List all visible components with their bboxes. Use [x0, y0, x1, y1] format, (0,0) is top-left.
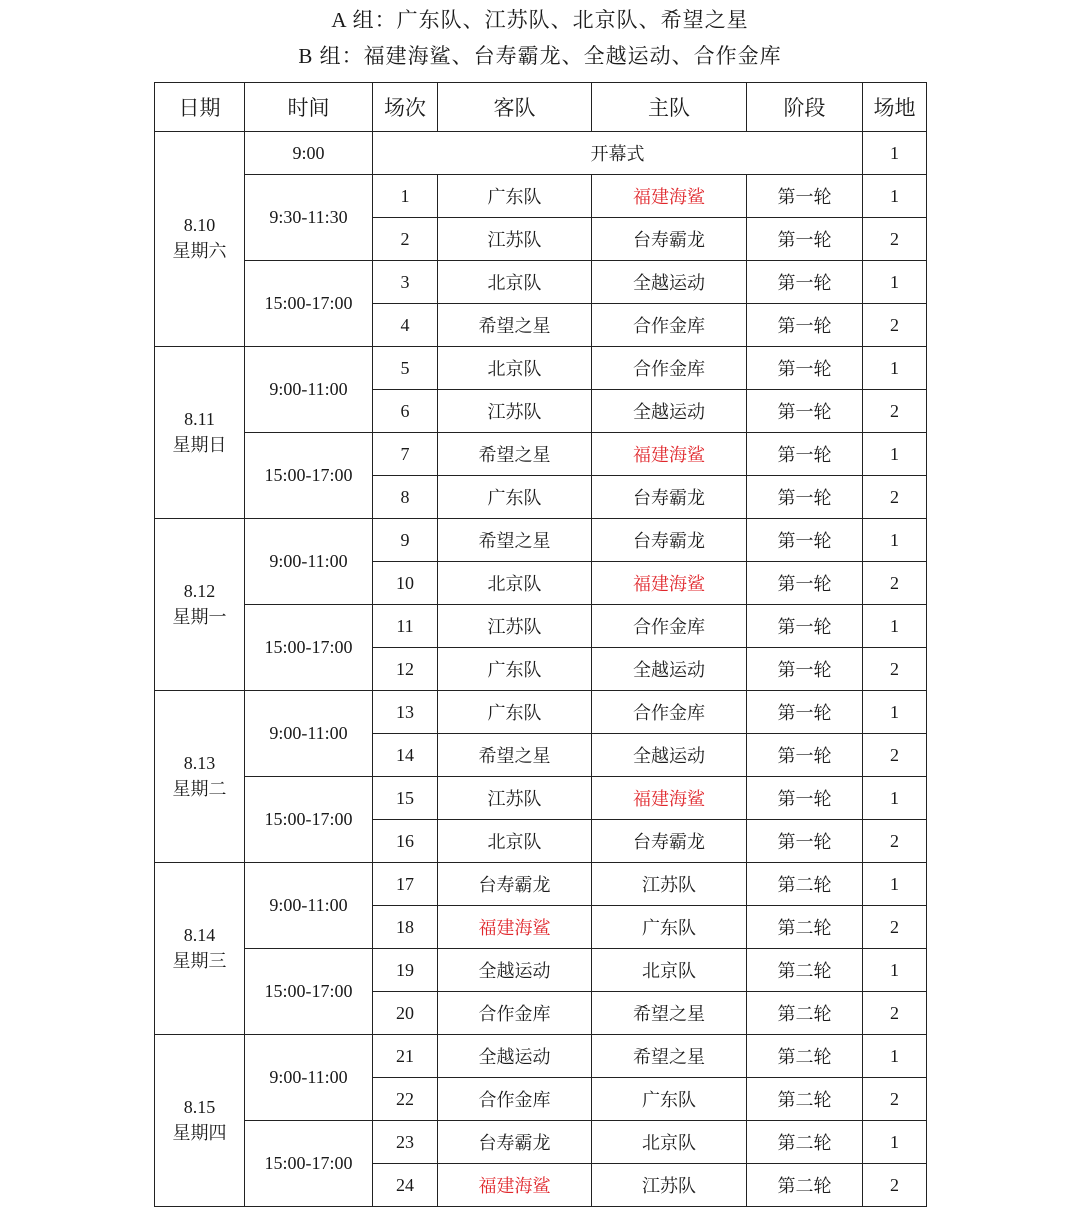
stage: 第二轮	[747, 1164, 863, 1207]
game-number: 5	[373, 347, 438, 390]
date-number: 8.15	[183, 1096, 216, 1117]
table-row	[155, 175, 927, 218]
stage: 第二轮	[747, 906, 863, 949]
home-team: 北京队	[592, 1121, 747, 1164]
date-cell	[155, 1035, 245, 1207]
home-team: 福建海鲨	[592, 433, 747, 476]
session-time: 15:00-17:00	[245, 949, 373, 1035]
table-row	[155, 261, 927, 304]
date-weekday: 星期二	[172, 778, 227, 800]
header-row	[155, 83, 927, 132]
opening-venue: 1	[863, 132, 927, 175]
stage: 第一轮	[747, 476, 863, 519]
stage: 第一轮	[747, 218, 863, 261]
home-team: 希望之星	[592, 1035, 747, 1078]
game-number: 10	[373, 562, 438, 605]
venue: 1	[863, 691, 927, 734]
venue: 2	[863, 734, 927, 777]
group-a-teams: 广东队、江苏队、北京队、希望之星	[396, 8, 749, 32]
venue: 2	[863, 218, 927, 261]
date-weekday: 星期三	[172, 950, 227, 972]
away-team: 福建海鲨	[438, 906, 592, 949]
away-team: 江苏队	[438, 390, 592, 433]
away-team: 北京队	[438, 562, 592, 605]
away-team: 广东队	[438, 648, 592, 691]
game-number: 2	[373, 218, 438, 261]
schedule-table	[154, 82, 927, 1207]
date-number: 8.14	[183, 924, 216, 945]
game-number: 9	[373, 519, 438, 562]
venue: 1	[863, 433, 927, 476]
game-number: 20	[373, 992, 438, 1035]
venue: 1	[863, 863, 927, 906]
venue: 2	[863, 1078, 927, 1121]
venue: 2	[863, 992, 927, 1035]
away-team: 希望之星	[438, 304, 592, 347]
table-row	[155, 777, 927, 820]
venue: 1	[863, 1035, 927, 1078]
session-time: 15:00-17:00	[245, 777, 373, 863]
venue: 2	[863, 562, 927, 605]
session-time: 9:00-11:00	[245, 691, 373, 777]
venue: 1	[863, 605, 927, 648]
date-cell	[155, 132, 245, 347]
session-time: 9:30-11:30	[245, 175, 373, 261]
opening-ceremony: 开幕式	[373, 132, 863, 175]
home-team: 广东队	[592, 1078, 747, 1121]
opening-time: 9:00	[245, 132, 373, 175]
away-team: 全越运动	[438, 1035, 592, 1078]
away-team: 合作金库	[438, 992, 592, 1035]
away-team: 台寿霸龙	[438, 863, 592, 906]
table-row	[155, 605, 927, 648]
home-team: 全越运动	[592, 734, 747, 777]
date-cell	[155, 347, 245, 519]
game-number: 3	[373, 261, 438, 304]
game-number: 7	[373, 433, 438, 476]
session-time: 15:00-17:00	[245, 261, 373, 347]
away-team: 广东队	[438, 476, 592, 519]
table-row	[155, 519, 927, 562]
game-number: 8	[373, 476, 438, 519]
home-team: 广东队	[592, 906, 747, 949]
home-team: 全越运动	[592, 261, 747, 304]
home-team: 全越运动	[592, 648, 747, 691]
stage: 第一轮	[747, 605, 863, 648]
date-cell	[155, 691, 245, 863]
date-number: 8.13	[183, 752, 216, 773]
venue: 1	[863, 949, 927, 992]
stage: 第一轮	[747, 347, 863, 390]
venue: 2	[863, 648, 927, 691]
session-time: 9:00-11:00	[245, 1035, 373, 1121]
game-number: 18	[373, 906, 438, 949]
table-row	[155, 863, 927, 906]
session-time: 15:00-17:00	[245, 1121, 373, 1207]
header-time: 时间	[245, 83, 373, 132]
header-home-team: 主队	[592, 83, 747, 132]
stage: 第二轮	[747, 992, 863, 1035]
home-team: 合作金库	[592, 691, 747, 734]
away-team: 希望之星	[438, 734, 592, 777]
away-team: 北京队	[438, 347, 592, 390]
stage: 第一轮	[747, 261, 863, 304]
stage: 第一轮	[747, 175, 863, 218]
game-number: 11	[373, 605, 438, 648]
stage: 第一轮	[747, 433, 863, 476]
stage: 第一轮	[747, 648, 863, 691]
group-b-label: B 组：	[298, 44, 364, 68]
away-team: 台寿霸龙	[438, 1121, 592, 1164]
header-game-number: 场次	[373, 83, 438, 132]
home-team: 合作金库	[592, 347, 747, 390]
stage: 第二轮	[747, 949, 863, 992]
table-row	[155, 949, 927, 992]
group-b-teams: 福建海鲨、台寿霸龙、全越运动、合作金库	[363, 44, 782, 68]
home-team: 希望之星	[592, 992, 747, 1035]
date-weekday: 星期日	[172, 434, 227, 456]
home-team: 台寿霸龙	[592, 476, 747, 519]
venue: 2	[863, 476, 927, 519]
away-team: 江苏队	[438, 218, 592, 261]
game-number: 1	[373, 175, 438, 218]
stage: 第一轮	[747, 390, 863, 433]
venue: 2	[863, 304, 927, 347]
group-listing	[0, 0, 1080, 74]
session-time: 15:00-17:00	[245, 433, 373, 519]
table-row	[155, 1035, 927, 1078]
opening-row	[155, 132, 927, 175]
date-weekday: 星期一	[172, 606, 227, 628]
date-number: 8.12	[183, 580, 216, 601]
date-cell	[155, 863, 245, 1035]
stage: 第二轮	[747, 863, 863, 906]
venue: 1	[863, 777, 927, 820]
date-number: 8.11	[184, 408, 215, 429]
game-number: 21	[373, 1035, 438, 1078]
home-team: 合作金库	[592, 605, 747, 648]
home-team: 合作金库	[592, 304, 747, 347]
home-team: 北京队	[592, 949, 747, 992]
home-team: 台寿霸龙	[592, 519, 747, 562]
away-team: 北京队	[438, 820, 592, 863]
stage: 第一轮	[747, 691, 863, 734]
away-team: 江苏队	[438, 605, 592, 648]
away-team: 希望之星	[438, 519, 592, 562]
away-team: 江苏队	[438, 777, 592, 820]
stage: 第二轮	[747, 1078, 863, 1121]
stage: 第一轮	[747, 304, 863, 347]
table-row	[155, 1121, 927, 1164]
date-weekday: 星期六	[172, 241, 227, 262]
game-number: 15	[373, 777, 438, 820]
game-number: 6	[373, 390, 438, 433]
game-number: 17	[373, 863, 438, 906]
home-team: 福建海鲨	[592, 562, 747, 605]
header-stage: 阶段	[747, 83, 863, 132]
game-number: 16	[373, 820, 438, 863]
away-team: 广东队	[438, 175, 592, 218]
stage: 第一轮	[747, 562, 863, 605]
venue: 2	[863, 1164, 927, 1207]
group-b-line	[0, 38, 1080, 74]
game-number: 13	[373, 691, 438, 734]
stage: 第一轮	[747, 734, 863, 777]
away-team: 北京队	[438, 261, 592, 304]
venue: 1	[863, 175, 927, 218]
venue: 1	[863, 1121, 927, 1164]
stage: 第二轮	[747, 1121, 863, 1164]
venue: 2	[863, 820, 927, 863]
session-time: 15:00-17:00	[245, 605, 373, 691]
home-team: 江苏队	[592, 863, 747, 906]
group-a-line	[0, 2, 1080, 38]
table-row	[155, 347, 927, 390]
table-row	[155, 691, 927, 734]
venue: 1	[863, 347, 927, 390]
date-cell	[155, 519, 245, 691]
game-number: 19	[373, 949, 438, 992]
away-team: 全越运动	[438, 949, 592, 992]
away-team: 广东队	[438, 691, 592, 734]
stage: 第一轮	[747, 777, 863, 820]
header-date: 日期	[155, 83, 245, 132]
home-team: 福建海鲨	[592, 777, 747, 820]
away-team: 希望之星	[438, 433, 592, 476]
venue: 2	[863, 906, 927, 949]
game-number: 23	[373, 1121, 438, 1164]
stage: 第二轮	[747, 1035, 863, 1078]
game-number: 4	[373, 304, 438, 347]
game-number: 12	[373, 648, 438, 691]
venue: 1	[863, 261, 927, 304]
session-time: 9:00-11:00	[245, 347, 373, 433]
header-venue: 场地	[863, 83, 927, 132]
table-row	[155, 433, 927, 476]
away-team: 福建海鲨	[438, 1164, 592, 1207]
session-time: 9:00-11:00	[245, 519, 373, 605]
game-number: 22	[373, 1078, 438, 1121]
date-weekday: 星期四	[172, 1122, 227, 1144]
session-time: 9:00-11:00	[245, 863, 373, 949]
venue: 2	[863, 390, 927, 433]
away-team: 合作金库	[438, 1078, 592, 1121]
home-team: 全越运动	[592, 390, 747, 433]
stage: 第一轮	[747, 519, 863, 562]
header-away-team: 客队	[438, 83, 592, 132]
venue: 1	[863, 519, 927, 562]
game-number: 14	[373, 734, 438, 777]
date-number: 8.10	[183, 215, 216, 235]
home-team: 江苏队	[592, 1164, 747, 1207]
home-team: 台寿霸龙	[592, 218, 747, 261]
home-team: 福建海鲨	[592, 175, 747, 218]
game-number: 24	[373, 1164, 438, 1207]
stage: 第一轮	[747, 820, 863, 863]
group-a-label: A 组：	[331, 8, 397, 32]
home-team: 台寿霸龙	[592, 820, 747, 863]
